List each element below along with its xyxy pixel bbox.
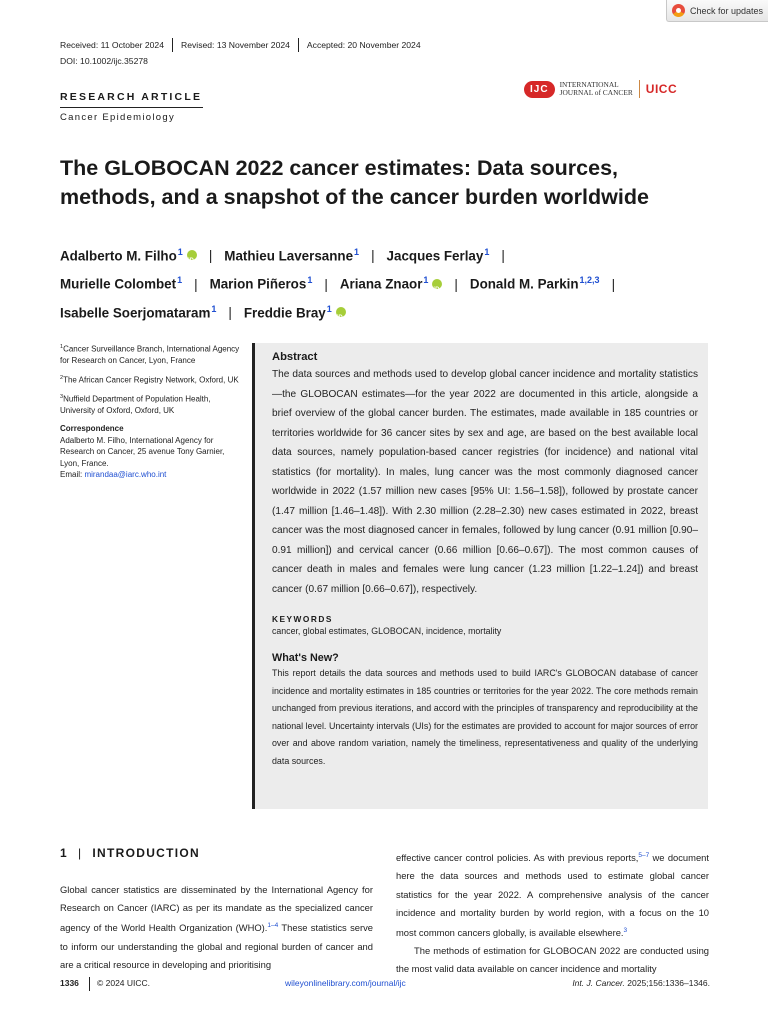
citation-link[interactable]: 1–4 bbox=[267, 922, 279, 930]
intro-paragraph-1: Global cancer statistics are disseminated by the International Agency for Research on Cancer (IARC) as per its mandate as the specialized cancer agency of the World Health Organization (WHO).$^{1-4}$ These statistics serve to inform our understanding the global and regional burden of cancer and are a critical resource in developing and prioritising bbox=[60, 884, 373, 970]
intro-column-right bbox=[396, 847, 709, 979]
author-affiliation-link[interactable]: 1 bbox=[326, 303, 332, 314]
ijc-badge: IJC bbox=[524, 81, 555, 98]
affiliation-1: $^1$Cancer Surveillance Branch, International Agency for Research on Cancer, Lyon, France bbox=[60, 344, 240, 366]
author-separator: | bbox=[228, 305, 232, 321]
check-for-updates-label: Check for updates bbox=[690, 5, 764, 16]
journal-logo bbox=[524, 80, 677, 98]
journal-site-link[interactable]: wileyonlinelibrary.com/journal/ijc bbox=[285, 978, 406, 988]
affiliation-2: $^2$The African Cancer Registry Network, Oxford, UK bbox=[60, 374, 239, 385]
keywords-heading: KEYWORDS bbox=[272, 614, 333, 624]
whats-new-body: This report details the data sources and methods used to build IARC's GLOBOCAN database of cancer incidence and mortality estimates in 185 countries or territories for the year 2022. The core methods remain unchanged from previous iterations, and accord with the principles of transparency and reproducibility at the national level. Uncertainty intervals (UIs) for the estimates are provided to account for major sources of error over and above random variation, namely the timeliness, representativeness and quality of the underlying data sources. bbox=[272, 668, 698, 766]
journal-name-line2: JOURNAL of CANCER bbox=[559, 88, 633, 97]
article-title: The GLOBOCAN 2022 cancer estimates: Data sources, methods, and a snapshot of the cancer burden worldwide bbox=[60, 156, 649, 209]
publication-dates bbox=[60, 38, 437, 52]
author-name: Freddie Bray bbox=[243, 305, 326, 321]
check-for-updates-button[interactable] bbox=[666, 0, 768, 22]
section-number: 1 bbox=[60, 846, 68, 860]
author-separator: | bbox=[208, 248, 213, 264]
intro-paragraph-3: The methods of estimation for GLOBOCAN 2022 are conducted using the most valid data available on cancer incidence and mortality bbox=[396, 945, 709, 975]
author-name: Isabelle Soerjomataram bbox=[60, 305, 211, 321]
author-list bbox=[60, 240, 710, 325]
crossmark-icon bbox=[672, 4, 685, 17]
journal-citation: Int. J. Cancer. 2025;156:1336–1346. bbox=[572, 978, 710, 988]
copyright: © 2024 UICC. bbox=[97, 978, 151, 988]
author-separator: | bbox=[371, 248, 375, 264]
author-affiliation-link[interactable]: 1 bbox=[177, 275, 183, 286]
citation-link[interactable]: 5–7 bbox=[638, 852, 650, 859]
correspondence-email-link[interactable]: mirandaa@iarc.who.int bbox=[84, 470, 167, 480]
affiliation-3: $^3$Nuffield Department of Population Health, University of Oxford, Oxford, UK bbox=[60, 393, 211, 415]
author-name: Jacques Ferlay bbox=[386, 248, 484, 264]
author-name: Murielle Colombet bbox=[60, 276, 177, 292]
author-separator: | bbox=[501, 248, 505, 264]
journal-name-line1: INTERNATIONAL bbox=[559, 80, 619, 90]
author-affiliation-link[interactable]: 1,2,3 bbox=[579, 275, 600, 286]
accepted-date: Accepted: 20 November 2024 bbox=[306, 40, 421, 50]
footer-divider bbox=[89, 977, 90, 991]
abstract-heading: Abstract bbox=[272, 351, 318, 363]
correspondence-text: Adalberto M. Filho, International Agency for Research on Cancer, 25 avenue Tony Garnier, Lyon, France. Email: mirandaa@iarc.who.int bbox=[60, 435, 225, 480]
author-affiliation-link[interactable]: 1 bbox=[484, 247, 490, 257]
orcid-icon[interactable] bbox=[187, 250, 197, 260]
abstract-box bbox=[252, 343, 708, 809]
author-affiliation-link[interactable]: 1 bbox=[307, 275, 313, 286]
article-section: Cancer Epidemiology bbox=[60, 112, 175, 123]
author-affiliation-link[interactable]: 1 bbox=[354, 247, 360, 257]
uicc-logo: UICC bbox=[645, 82, 678, 96]
author-affiliation-link[interactable]: 1 bbox=[177, 247, 183, 257]
affiliations bbox=[60, 342, 244, 481]
author-affiliation-link[interactable]: 1 bbox=[423, 275, 429, 286]
whats-new-heading: What's New? bbox=[272, 652, 339, 664]
orcid-icon[interactable] bbox=[336, 307, 346, 317]
page-number: 1336 bbox=[60, 978, 79, 988]
author-name: Adalberto M. Filho bbox=[60, 248, 177, 264]
introduction-heading: 1 | INTRODUCTION bbox=[60, 846, 200, 860]
author-separator: | bbox=[454, 276, 458, 292]
section-title: INTRODUCTION bbox=[92, 846, 200, 860]
doi: DOI: 10.1002/ijc.35278 bbox=[60, 56, 148, 66]
page-footer bbox=[60, 978, 710, 992]
author-affiliation-link[interactable]: 1 bbox=[211, 303, 217, 314]
revised-date: Revised: 13 November 2024 bbox=[181, 38, 299, 52]
logo-divider bbox=[639, 80, 640, 98]
abstract-body: The data sources and methods used to develop global cancer incidence and mortality statistics—the GLOBOCAN estimates—for the year 2022 are documented in this article, alongside a brief overview of the global cancer burden. The estimates, made available in 185 countries or territories worldwide for 36 cancer sites by sex and age, are based on the best available local data sources, namely population-based cancer registries (for incidence) and national vital statistics (for mortality). In males, lung cancer was the most commonly diagnosed cancer worldwide in 2022 (1.57 million new cases [95% UI: 1.56–1.58]), followed by prostate cancer (1.47 million [1.46–1.48]). With 2.30 million (2.28–2.30) new cases estimated in 2022, breast cancer was the most diagnosed cancer in females, followed by lung cancer (0.91 million [0.90–0.91 million]) and cervical cancer (0.66 million [0.66–0.67]). The most common causes of cancer death in males and females were lung cancer (1.23 million [1.22–1.24]) and breast cancer (0.67 million [0.66–0.67]), respectively. bbox=[272, 369, 698, 595]
received-date: Received: 11 October 2024 bbox=[60, 38, 173, 52]
author-name: Mathieu Laversanne bbox=[224, 248, 354, 264]
author-separator: | bbox=[324, 276, 328, 292]
keywords-body: cancer, global estimates, GLOBOCAN, incidence, mortality bbox=[272, 626, 502, 636]
article-type: RESEARCH ARTICLE bbox=[60, 91, 203, 108]
orcid-icon[interactable] bbox=[432, 279, 442, 289]
author-name: Ariana Znaor bbox=[339, 276, 423, 292]
intro-paragraph-2: effective cancer control policies. As with previous reports,$^{5-7}$ we document here the data sources and methods used to estimate global cancer statistics for the year 2022. A comprehensive analysis of the cancer incidence and mortality burden by world region, with a focus on the 10 most common cancers globally, is available elsewhere.$^3$ bbox=[396, 852, 709, 939]
author-name: Donald M. Parkin bbox=[469, 276, 579, 292]
citation-link[interactable]: 3 bbox=[623, 926, 628, 934]
author-name: Marion Piñeros bbox=[209, 276, 307, 292]
author-separator: | bbox=[611, 276, 616, 292]
journal-name bbox=[560, 81, 633, 97]
correspondence-heading: Correspondence bbox=[60, 424, 124, 434]
author-separator: | bbox=[194, 276, 198, 292]
